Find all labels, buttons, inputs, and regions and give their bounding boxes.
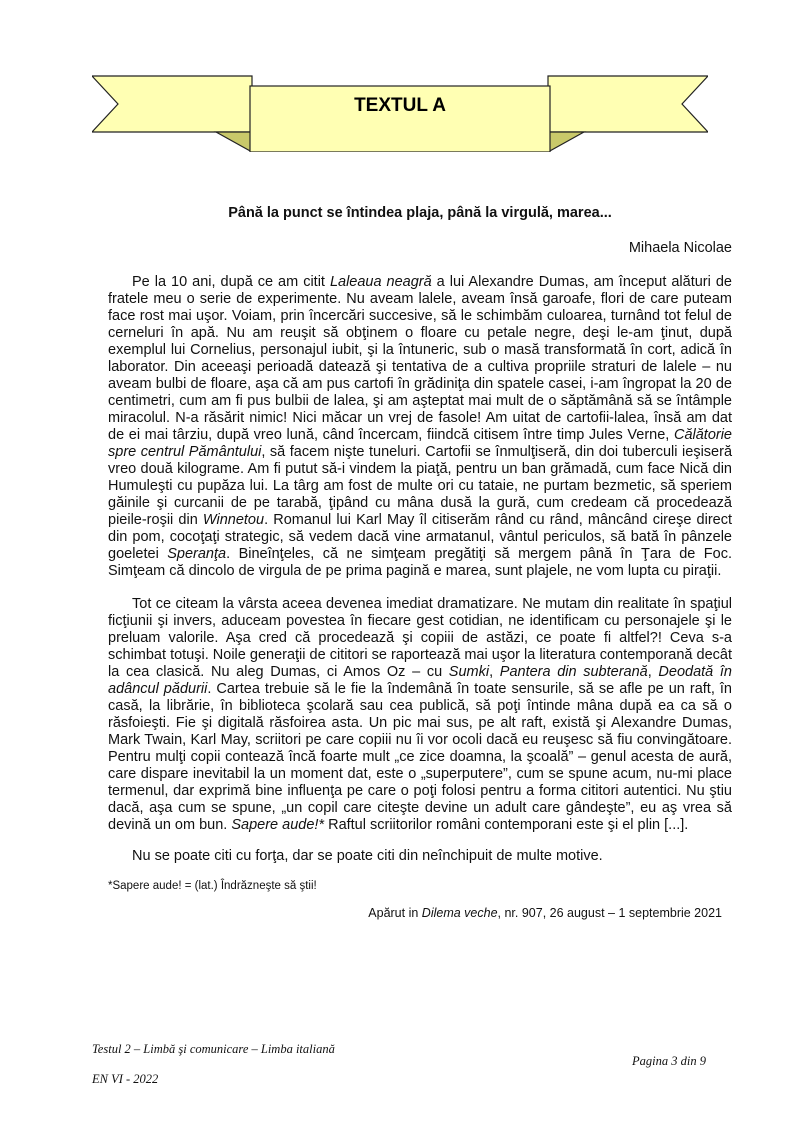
text-run: , (489, 664, 500, 680)
text-run: Apărut in (368, 906, 422, 920)
text-run: , să facem nişte tuneluri. Cartofii se înmulţiseră, din doi tuberculi ieşiseră vreo două kilograme. Am fi putut să-i vindem la piaţă, pentru un ban grămadă, cum face Nică din Humuleşti cu pupăza lui. La târg am fost de multe ori cu tataie, ne purtam bezmetic, să speriem găinile şi curcanii de pe tarabă, ţipând cu mâna dusă la gură, cum credeam că procedează pieile-roşii din (108, 444, 733, 528)
text-run: , nr. 907, 26 august – 1 septembrie 2021 (497, 906, 722, 920)
footer-exam-label: EN VI - 2022 (92, 1072, 159, 1086)
italic-run: Călătorie spre centrul Pământului (108, 427, 732, 460)
italic-run: Sapere aude!* (231, 817, 325, 833)
text-run: . Romanul lui Karl May îl citiserăm rând cu rând, mâncând cireşe direct din pom, cocoţaţi strategic, să vedem dacă vine armatanul, vântul periculos, să bată în pânzele goeletei (108, 512, 732, 562)
italic-run: Sumki (448, 664, 490, 680)
article-author: Mihaela Nicolae (628, 240, 732, 256)
paragraph-3 (108, 848, 732, 865)
paragraph-2 (108, 596, 732, 834)
italic-run: Dilema veche (421, 906, 498, 920)
source-citation (108, 906, 722, 920)
italic-run: Speranţa (167, 546, 227, 562)
text-run: a lui Alexandre Dumas, am început alături de fratele meu o serie de experimente. Nu aveam lalele, aveam însă garoafe, flori de care puteam face rost mai uşor. Voiam, prin încercări succesive, să le schimbăm culoarea, turnând tot felul de cerneluri în apă. Nu am reuşit să obţinem o floare cu petale negre, deşi le-am ţinut, după exemplul lui Cornelius, personajul iubit, şi la întuneric, sub o masă transformată în cort, adică în laborator. Din aceeaşi perioadă datează şi tentativa de a cultiva propriile straturi de lalele – nu aveam bulbi de floare, aşa că am pus cartofi în grădiniţa din spatele casei, i-am îngropat la 20 de centimetri, cum am fi pus bulbii de lalea, şi am aşteptat mai mult de o săptămână să se întâmple miracolul. N-a răsărit nimic! Nici măcar un vrej de fasole! Am uitat de cartofii-lalea, însă am dat de ei mai târziu, după vreo lună, când încercam, fiindcă citisem între timp Jules Verne, (108, 274, 732, 443)
italic-run: Winnetou (202, 512, 265, 528)
paragraph-3-text: Nu se poate citi cu forţa, dar se poate citi din neînchipuit de multe motive. (132, 848, 603, 864)
text-run: . Bineînţeles, că ne simţeam pregătiţi să mergem până în Ţara de Foc. Simţeam că dincolo de virgula de pe prima pagină e marea, sunt plajele, ne vom lupta cu piraţii. (108, 546, 732, 579)
italic-run: Deodată în adâncul pădurii (108, 664, 732, 697)
italic-run: Laleaua neagră (329, 274, 432, 290)
footer-test-label: Testul 2 – Limbă şi comunicare – Limba italiană (92, 1042, 335, 1056)
text-run: Raftul scriitorilor români contemporani este şi el plin [...]. (324, 817, 689, 833)
footer-page-number: Pagina 3 din 9 (632, 1054, 706, 1068)
text-run: . Cartea trebuie să le fie la îndemână în toate sensurile, să se afle pe un raft, în casă, la librărie, în biblioteca şcolară sau cea publică, să poţi întinde mâna după ea ca să o răsfoieşti. Fie şi digitală răsfoirea asta. Un pic mai sus, pe alt raft, există şi Alexandre Dumas, Mark Twain, Karl May, scriitori pe care copiii nu îi vor ocoli dacă eu reuşesc să fiu convingătoare. Pentru mulţi copii contează încă foarte mult „ce zice doamna, la şcoală” – genul acesta de aură, care dispare inevitabil la un moment dat, este o „superputere”, cum se spune acum, nu-mi place termenul, dar exprimă bine influenţa pe care o poţi folosi pentru a forma cititori autentici. Nu ştiu dacă, aşa cum se spune, „un copil care citeşte devine un adult care gândeşte”, eu aş vrea să devină un om bun. (108, 681, 732, 833)
italic-run: Pantera din subterană (499, 664, 648, 680)
banner-title: TEXTUL A (354, 95, 446, 116)
article-title: Până la punct se întindea plaja, până la virgulă, marea... (228, 205, 612, 221)
text-run: , (647, 664, 659, 680)
text-run: Pe la 10 ani, după ce am citit (132, 274, 330, 290)
text-run: Tot ce citeam la vârsta aceea devenea imediat dramatizare. Ne mutam din realitate în spaţiul ficţiunii şi invers, aduceam povestea în fiecare gest cotidian, ne identificam cu personajele şi le preluam valorile. Aşa cred că procedează şi copiii de astăzi, ce poate fi altfel?! Ceva s-a schimbat totuşi. Noile generaţii de cititori se raportează mai uşor la literatura contemporană decât la cea clasică. Nu aleg Dumas, ci Amos Oz – cu (108, 596, 732, 680)
paragraph-1 (108, 274, 732, 580)
footnote: *Sapere aude! = (lat.) Îndrăzneşte să ştii! (108, 880, 317, 892)
